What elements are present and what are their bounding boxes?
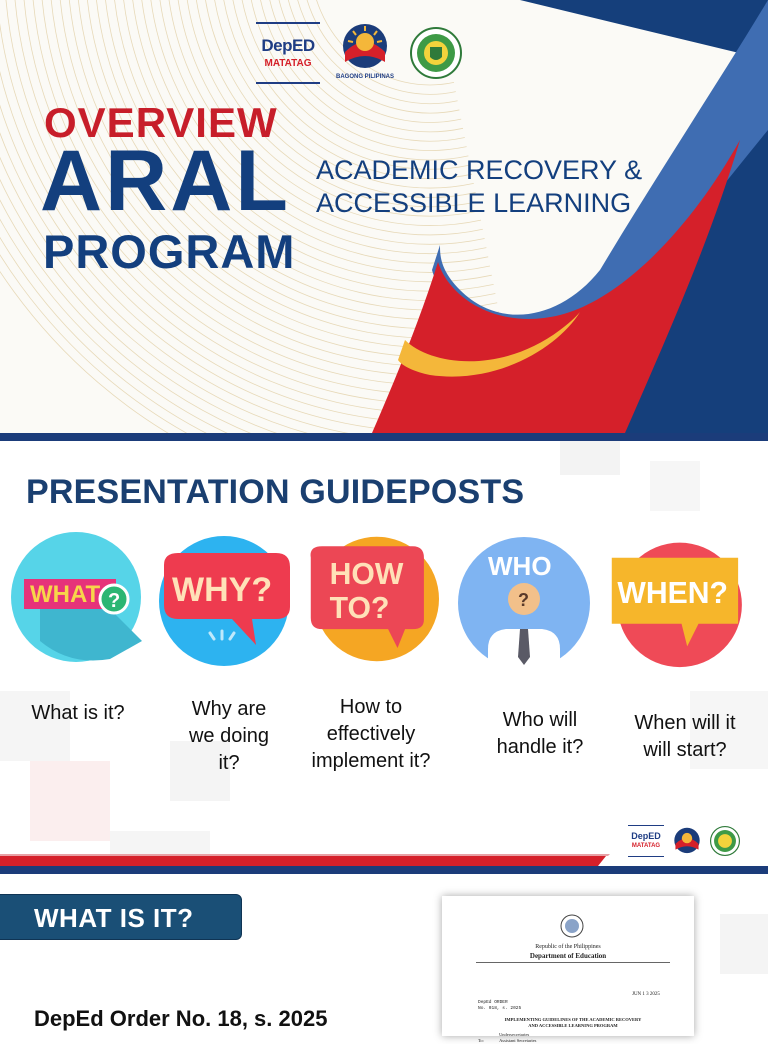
bg-square [30, 761, 110, 841]
bg-square [650, 461, 700, 511]
sun-icon [672, 826, 702, 856]
doc-to-line: Assistant Secretaries [499, 1038, 537, 1043]
why-question-icon [158, 535, 290, 667]
doc-heading-line: IMPLEMENTING GUIDELINES OF THE ACADEMIC RECOVERY [504, 1017, 642, 1022]
deped-matatag-logo [628, 825, 664, 857]
deped-seal-icon [710, 826, 740, 856]
what-question-icon [10, 531, 142, 663]
aral-heading: ARAL [40, 133, 291, 229]
doc-heading-line: AND ACCESSIBLE LEARNING PROGRAM [528, 1023, 618, 1028]
doc-date: JUN 1 3 2025 [632, 992, 660, 997]
caption-line: handle it? [496, 736, 584, 758]
slide-divider [0, 433, 768, 441]
what-is-it-slide [0, 874, 768, 1043]
deped-matatag-logo [256, 22, 320, 84]
when-question-icon [608, 537, 740, 669]
caption-line: implement it? [311, 750, 431, 772]
program-subtitle [316, 154, 642, 220]
how-to-question-icon [307, 533, 439, 665]
doc-order-line: DepEd ORDER [478, 1000, 508, 1005]
title-slide [0, 0, 768, 433]
caption-line: What is it? [31, 702, 125, 724]
caption-line: Who will [502, 709, 578, 731]
caption-what [3, 700, 153, 727]
when-label: WHEN? [617, 577, 728, 610]
doc-republic: Republic of the Philippines [535, 944, 601, 950]
doc-rule [476, 962, 670, 963]
caption-line: Why are [191, 698, 267, 720]
guideposts-title: PRESENTATION GUIDEPOSTS [26, 473, 525, 511]
doc-heading [478, 1017, 668, 1029]
matatag-wordmark: MATATAG [264, 57, 312, 69]
doc-seal-icon [560, 914, 584, 938]
caption-why [154, 696, 304, 777]
subtitle-line-2: ACCESSIBLE LEARNING [316, 188, 632, 218]
deped-seal-icon [410, 27, 462, 79]
how-label: HOW [329, 557, 404, 591]
doc-department: Department of Education [529, 952, 607, 960]
matatag-wordmark: MATATAG [631, 842, 661, 849]
caption-line: effectively [326, 723, 416, 745]
sun-icon [339, 22, 391, 72]
doc-to-line: Undersecretaries [499, 1032, 530, 1037]
why-label: WHY? [172, 571, 273, 609]
bg-square [720, 914, 768, 974]
deped-order-document [442, 896, 694, 1043]
who-question-icon [458, 537, 590, 669]
doc-to-list [499, 1032, 536, 1044]
what-label: WHAT [30, 581, 101, 608]
guideposts-slide [0, 441, 768, 866]
doc-order-line: No. 018, s. 2025 [478, 1006, 522, 1011]
overview-heading: OVERVIEW [44, 99, 278, 146]
to-label: TO? [329, 591, 390, 625]
doc-order-number [478, 1000, 521, 1012]
caption-line: will start? [643, 739, 727, 761]
doc-to-label: To: [478, 1038, 484, 1043]
svg-text:?: ? [518, 590, 529, 610]
footer-stripe [0, 854, 768, 866]
subtitle-line-1: ACADEMIC RECOVERY & [316, 155, 643, 185]
caption-line: How to [339, 696, 403, 718]
caption-line: When will it [634, 712, 736, 734]
caption-when [610, 710, 760, 764]
slide-divider [0, 866, 768, 874]
caption-line: we doing [188, 725, 270, 747]
bg-square [560, 441, 620, 475]
program-heading: PROGRAM [43, 225, 296, 278]
who-label: WHO [488, 551, 552, 581]
svg-text:?: ? [108, 590, 121, 612]
bagong-pilipinas-logo [334, 22, 396, 84]
doc-recipients [478, 1032, 536, 1044]
deped-wordmark: DepED [631, 830, 661, 841]
footer-logos [628, 825, 740, 857]
header-logos [256, 22, 462, 84]
caption-who [465, 707, 615, 761]
deped-wordmark: DepED [261, 35, 315, 55]
order-title: DepEd Order No. 18, s. 2025 [34, 1006, 328, 1031]
caption-line: it? [218, 752, 240, 774]
caption-how [296, 694, 446, 775]
section-label: WHAT IS IT? [34, 903, 194, 933]
bagong-pilipinas-label: BAGONG PILIPINAS [335, 74, 394, 80]
